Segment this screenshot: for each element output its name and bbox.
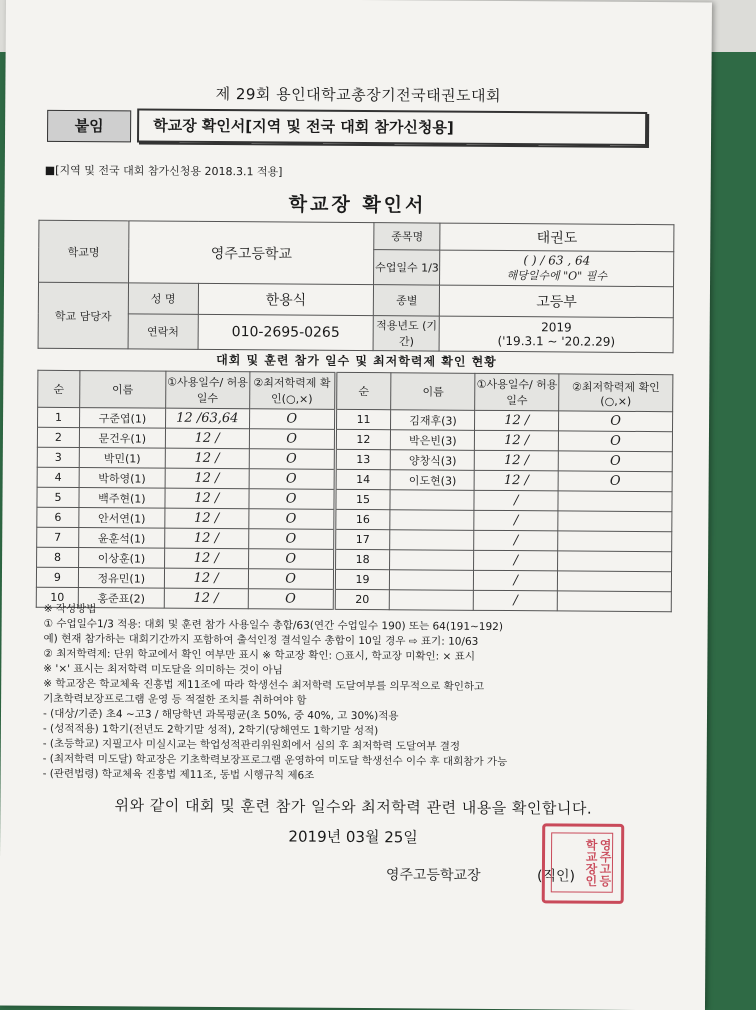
instruction-line: ① 수업일수1/3 적용: 대회 및 훈련 참가 사용일수 총합/63(연간 수업일수 190) 또는 64(191~192) [43,617,503,634]
seal-text: 영주고등학교장인 [551,832,613,892]
row-days: 12 / [164,528,248,549]
row-no-2: 16 [334,509,390,529]
row-min-2 [558,491,672,512]
signer-name: 영주고등학교장 [385,867,481,884]
school-label: 학교명 [39,220,129,283]
name-value: 한용식 [198,283,374,315]
event-value: 태권도 [440,223,674,252]
col-min-2: ②최저학력제 확인(○,×) [559,374,673,412]
row-name: 안서연(1) [79,508,165,529]
col-days: ①사용일수/ 허용일수 [165,371,249,409]
confirmation-text: 위와 같이 대회 및 훈련 참가 일수와 최저학력 관련 내용을 확인합니다. [114,796,593,818]
writing-instructions [43,602,684,786]
contact-label: 연락처 [128,314,198,349]
row-days: 12 / [165,428,249,449]
row-name-2 [390,530,474,551]
participation-table-title: 대회 및 훈련 참가 일수 및 최저학력제 확인 현황 [216,353,497,369]
row-no-2: 17 [334,529,390,549]
row-days: 12 /63,64 [165,408,249,429]
row-name: 박하영(1) [79,468,165,489]
row-no: 6 [37,507,79,527]
name-label: 성 명 [128,283,198,314]
row-name: 백주현(1) [79,488,165,509]
row-min: O [248,529,334,550]
year-range: ('19.3.1 ~ '20.2.29) [497,333,616,349]
contact-value: 010-2695-0265 [198,314,374,350]
row-min-2: O [559,431,673,452]
row-no-2: 15 [335,489,391,509]
row-min: O [248,589,334,610]
row-min: O [248,509,334,530]
row-min: O [249,429,335,450]
row-days: 12 / [165,468,249,489]
row-no-2: 11 [335,409,391,429]
event-label: 종목명 [374,223,440,250]
row-name-2: 박은빈(3) [391,430,475,451]
row-no-2: 12 [335,429,391,449]
col-name-2: 이름 [391,373,475,411]
row-name-2 [390,550,474,571]
row-min-2: O [558,451,672,472]
row-no-2: 19 [334,569,390,589]
row-min: O [248,569,334,590]
row-min: O [249,409,335,430]
row-name-2: 김재후(3) [391,410,475,431]
row-no: 4 [37,467,79,487]
page-title: 학교장 확인서 [288,193,427,217]
row-days-2: 12 / [475,450,559,471]
row-name-2: 양창식(3) [391,450,475,471]
row-days: 12 / [164,588,248,609]
form-heading: 학교장 확인서[지역 및 전국 대회 참가신청용] [137,108,647,146]
row-no: 7 [37,527,79,547]
row-min: O [249,449,335,470]
instruction-line: 기초학력보장프로그램 운영 등 적절한 조치를 취하여야 함 [43,692,307,707]
row-no: 5 [37,487,79,507]
row-days-2: 12 / [474,470,558,491]
row-no-2: 13 [335,449,391,469]
event-title: 제 29회 용인대학교총장기전국태권도대회 [215,85,502,105]
form-note: ■[지역 및 전국 대회 참가신청용 2018.3.1 적용] [44,163,283,179]
row-days-2: 12 / [475,430,559,451]
days-label: 수업일수 1/3 [374,250,440,285]
row-days-2: / [474,550,558,571]
row-days-2: / [474,490,558,511]
row-name: 박민(1) [79,448,165,469]
row-days-2: / [474,570,558,591]
days-cell [440,250,674,287]
row-min: O [249,469,335,490]
row-no: 1 [38,407,80,427]
row-no-2: 14 [335,469,391,489]
year-label: 적용년도 (기간) [373,316,439,351]
instruction-line: - (성적적용) 1학기(전년도 2학기말 성적), 2학기(당해연도 1학기말 성적) [42,722,379,738]
row-name: 윤훈석(1) [79,528,165,549]
row-days-2: / [474,530,558,551]
row-min-2 [558,571,672,592]
row-min-2 [558,531,672,552]
instruction-line: - (초등학교) 지필고사 미실시교는 학업성적관리위원회에서 심의 후 최저학력 도달여부 결정 [42,737,461,753]
row-name-2 [390,510,474,531]
year-value: 2019 [541,320,572,335]
row-no: 10 [36,587,78,607]
instruction-line: 예) 현재 참가하는 대회기간까지 포함하여 출석인정 결석일수 총합이 10일 경우 ⇨ 표기: 10/63 [43,632,479,648]
days-hint: 해당일수에 "O" 필수 [506,269,608,283]
row-min-2: O [559,411,673,432]
col-no-2: 순 [335,372,391,409]
confirmation-date: 2019년 03월 25일 [288,827,418,847]
division-label: 종별 [374,285,440,316]
seal-suffix: (직인) [536,868,576,885]
instruction-line: ※ '×' 표시는 최저학력 미도달을 의미하는 것이 아님 [43,662,283,677]
row-no: 3 [37,447,79,467]
row-no: 8 [37,547,79,567]
row-days-2: / [474,590,558,611]
row-no-2: 18 [334,549,390,569]
instruction-line: ※ 학교장은 학교체육 진흥법 제11조에 따라 학생선수 최저학력 도달여부를 의무적으로 확인하고 [43,677,485,693]
row-name: 정유민(1) [78,568,164,589]
manager-label: 학교 담당자 [38,282,128,349]
row-name-2 [390,570,474,591]
row-days: 12 / [164,548,248,569]
instruction-line: ※ 작성방법 [43,602,97,616]
row-min: O [248,549,334,570]
row-no-2: 20 [334,589,390,609]
division-value: 고등부 [440,285,674,318]
school-info-table [38,220,675,353]
row-name-2: 이도현(3) [391,470,475,491]
school-value: 영주고등학교 [128,221,374,285]
row-days: 12 / [165,508,249,529]
col-name: 이름 [80,371,166,409]
row-days-2: 12 / [475,410,559,431]
row-no: 2 [37,427,79,447]
row-min-2: O [558,471,672,492]
official-seal [542,823,625,904]
row-days: 12 / [165,488,249,509]
row-days: 12 / [165,448,249,469]
col-days-2: ①사용일수/ 허용일수 [475,373,559,411]
row-no: 9 [36,567,78,587]
row-min: O [249,489,335,510]
instruction-line: - (관련법령) 학교체육 진흥법 제11조, 동법 시행규칙 제6조 [42,767,315,782]
row-days: 12 / [164,568,248,589]
row-min-2 [558,511,672,532]
days-value: ( ) / 63 , 64 [523,253,591,268]
instruction-line: - (최저학력 미도달) 학교장은 기초학력보장프로그램 운영하여 미도달 학생선수 이수 후 대회참가 가능 [42,752,508,769]
row-min-2 [558,551,672,572]
row-name-2 [390,490,474,511]
row-name: 홍준표(2) [78,588,164,609]
row-name: 이상훈(1) [78,548,164,569]
row-name: 문건우(1) [79,428,165,449]
table-body [36,407,672,611]
row-name: 구준엽(1) [79,408,165,429]
participation-table [36,370,674,612]
year-cell [439,316,673,353]
instruction-line: ② 최저학력제: 단위 학교에서 확인 여부만 표시 ※ 학교장 확인: ○표시, 학교장 미확인: × 표시 [43,647,476,663]
row-days-2: / [474,510,558,531]
instruction-line: - (대상/기준) 초4 ~고3 / 해당학년 과목평균(초 50%, 중 40%, 고 30%)적용 [42,707,399,723]
attachment-tag: 붙임 [47,110,131,143]
col-no: 순 [38,370,80,407]
col-min: ②최저학력제 확인(○,×) [249,372,335,410]
